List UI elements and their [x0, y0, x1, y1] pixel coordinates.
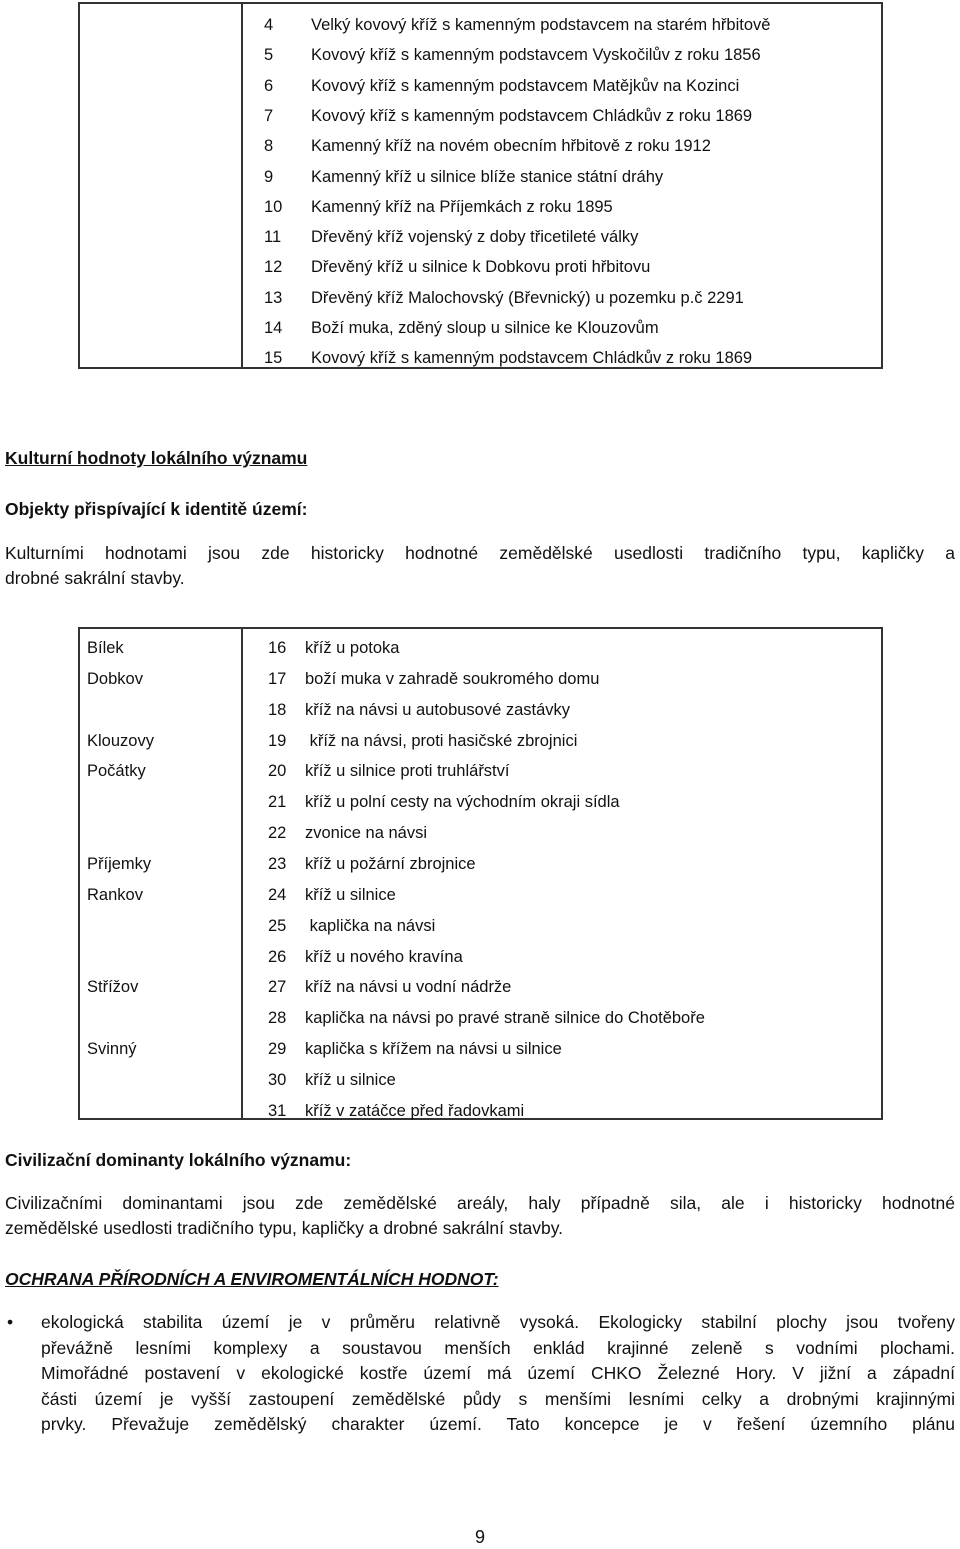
row-text: Boží muka, zděný sloup u silnice ke Klouzovům	[311, 319, 659, 337]
row-text: kříž na návsi u autobusové zastávky	[305, 700, 571, 719]
crosses-table-local	[78, 627, 883, 1120]
table-row	[80, 316, 880, 340]
bullet-line: ekologická stabilita území je v průměru relativně vysoká. Ekologicky stabilní plochy jsou tvořeny	[41, 1312, 955, 1332]
table-row	[80, 346, 880, 370]
row-number: 9	[264, 167, 274, 186]
table-row	[80, 698, 880, 722]
place-name: Příjemky	[87, 854, 152, 873]
row-text: kříž v zatáčce před řadovkami	[305, 1101, 525, 1120]
paragraph-line: Civilizačními dominantami jsou zde zemědělské areály, haly případně sila, ale i historicky hodnotné	[5, 1193, 955, 1213]
row-text: kříž u silnice proti truhlářství	[305, 762, 510, 781]
row-text: kříž na návsi u vodní nádrže	[305, 978, 512, 997]
table-row	[80, 1099, 880, 1123]
row-text: kaplička s křížem na návsi u silnice	[305, 1040, 562, 1059]
row-number: 28	[268, 1009, 287, 1028]
subheading-identity-objects: Objekty přispívající k identitě území:	[5, 499, 308, 519]
table-row	[80, 729, 880, 753]
row-text: kaplička na návsi po pravé straně silnice do Chotěboře	[305, 1009, 705, 1028]
row-number: 31	[268, 1101, 287, 1120]
row-text: Kovový kříž s kamenným podstavcem Vyskočilův z roku 1856	[311, 46, 761, 65]
row-number: 25	[268, 916, 287, 935]
bullet-icon: •	[7, 1312, 14, 1332]
row-text: Kovový kříž s kamenným podstavcem Chládkův z roku 1869	[311, 106, 753, 125]
table-row	[80, 104, 880, 128]
bullet-line: Mimořádné postavení v ekologické kostře území má území CHKO Železné Hory. V jižní a západní	[41, 1363, 955, 1383]
row-number: 15	[264, 349, 283, 368]
row-text: kříž u potoka	[305, 639, 400, 657]
row-text: kříž u požární zbrojnice	[305, 854, 476, 873]
place-name: Klouzovy	[87, 731, 154, 750]
table-row	[80, 1006, 880, 1030]
bullet-paragraph	[41, 1310, 955, 1438]
row-text: Kamenný kříž na novém obecním hřbitově z roku 1912	[311, 137, 711, 156]
table-row	[80, 286, 880, 310]
table-row	[80, 790, 880, 814]
table-row	[80, 667, 880, 691]
row-text: zvonice na návsi	[305, 824, 427, 843]
table-row	[80, 13, 880, 37]
crosses-table-upper	[78, 2, 883, 369]
table-row	[80, 255, 880, 279]
row-text: Kovový kříž s kamenným podstavcem Chládkův z roku 1869	[311, 349, 753, 368]
table-row	[80, 74, 880, 98]
section-title-nature-protection: OCHRANA PŘÍRODNÍCH A ENVIROMENTÁLNÍCH HODNOT:	[5, 1269, 499, 1289]
row-text: Kamenný kříž u silnice blíže stanice státní dráhy	[311, 167, 664, 186]
row-number: 27	[268, 978, 287, 997]
table-row	[80, 883, 880, 907]
row-number: 19	[268, 731, 287, 750]
paragraph-cultural-values	[5, 541, 955, 591]
table-row	[80, 165, 880, 189]
row-number: 8	[264, 137, 274, 156]
row-number: 17	[268, 669, 287, 688]
row-number: 11	[264, 228, 282, 247]
row-number: 4	[264, 16, 274, 34]
subheading-civilization-dominants: Civilizační dominanty lokálního významu:	[5, 1150, 352, 1170]
row-number: 18	[268, 700, 287, 719]
paragraph-line: zemědělské usedlosti tradičního typu, kapličky a drobné sakrální stavby.	[5, 1218, 564, 1238]
table-row	[80, 914, 880, 938]
row-number: 26	[268, 947, 287, 966]
table-row	[80, 1068, 880, 1092]
row-text: Dřevěný kříž Malochovský (Břevnický) u pozemku p.č 2291	[311, 288, 744, 307]
table-row	[80, 134, 880, 158]
row-text: Velký kovový kříž s kamenným podstavcem na starém hřbitově	[311, 16, 771, 34]
row-number: 29	[268, 1040, 287, 1059]
table-row	[80, 759, 880, 783]
row-text: kaplička na návsi	[305, 916, 436, 935]
row-text: Dřevěný kříž vojenský z doby třicetileté války	[311, 228, 639, 247]
row-text: kříž u silnice	[305, 885, 396, 904]
row-number: 24	[268, 885, 287, 904]
table-row	[80, 945, 880, 969]
row-number: 22	[268, 824, 287, 843]
row-text: kříž na návsi, proti hasičské zbrojnici	[305, 731, 578, 750]
table-row	[80, 821, 880, 845]
row-number: 12	[264, 258, 283, 277]
row-number: 10	[264, 197, 283, 216]
table-row	[80, 975, 880, 999]
bullet-line: převážně lesními komplexy a soustavou menších enklád krajinné zeleně s vodními plochami.	[41, 1337, 955, 1358]
table-row	[80, 852, 880, 876]
row-text: kříž u silnice	[305, 1070, 396, 1089]
row-number: 30	[268, 1070, 287, 1089]
row-number: 7	[264, 106, 274, 125]
row-text: Kovový kříž s kamenným podstavcem Matějkův na Kozinci	[311, 76, 740, 95]
section-title-cultural-values: Kulturní hodnoty lokálního významu	[5, 448, 308, 468]
paragraph-line: drobné sakrální stavby.	[5, 568, 185, 588]
paragraph-civilization-dominants	[5, 1191, 955, 1241]
row-number: 14	[264, 319, 283, 337]
table-row	[80, 225, 880, 249]
table-row	[80, 636, 880, 660]
row-text: kříž u polní cesty na východním okraji sídla	[305, 793, 620, 812]
table-row	[80, 43, 880, 67]
place-name: Dobkov	[87, 669, 143, 688]
row-text: kříž u nového kravína	[305, 947, 463, 966]
row-number: 13	[264, 288, 283, 307]
row-number: 21	[268, 793, 287, 812]
paragraph-line: Kulturními hodnotami jsou zde historicky hodnotné zemědělské usedlosti tradičního typu, kapličky a	[5, 543, 955, 563]
row-number: 6	[264, 76, 274, 95]
row-text: boží muka v zahradě soukromého domu	[305, 669, 600, 688]
row-number: 16	[268, 639, 287, 657]
bullet-line: prvky. Převažuje zemědělský charakter území. Tato koncepce je v řešení územního plánu	[41, 1414, 955, 1434]
row-number: 20	[268, 762, 287, 781]
bullet-line: části území je vyšší zastoupení zemědělské půdy s menšími lesními celky a drobnými krajinnými	[41, 1388, 955, 1409]
place-name: Bílek	[87, 639, 124, 657]
row-number: 5	[264, 46, 274, 65]
place-name: Počátky	[87, 762, 146, 781]
table-row	[80, 1037, 880, 1061]
row-number: 23	[268, 854, 287, 873]
place-name: Svinný	[87, 1040, 137, 1059]
table-row	[80, 195, 880, 219]
row-text: Dřevěný kříž u silnice k Dobkovu proti hřbitovu	[311, 258, 651, 277]
row-text: Kamenný kříž na Příjemkách z roku 1895	[311, 197, 613, 216]
place-name: Rankov	[87, 885, 143, 904]
page-number: 9	[474, 1527, 485, 1547]
place-name: Střížov	[87, 978, 139, 997]
